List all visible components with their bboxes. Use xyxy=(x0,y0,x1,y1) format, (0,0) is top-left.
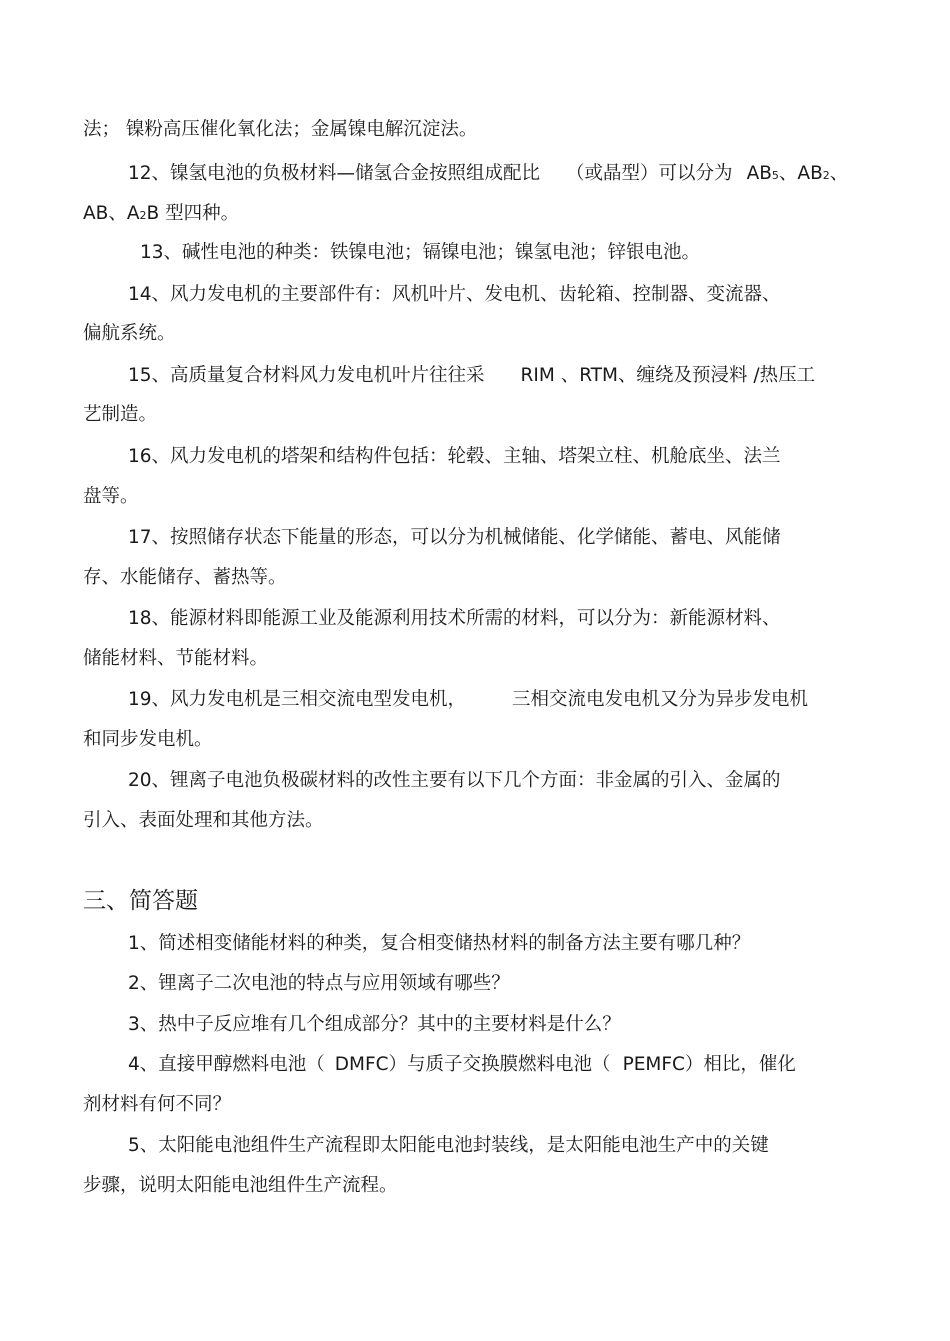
q15-text-a: 15、高质量复合材料风力发电机叶片往往采 xyxy=(128,365,485,386)
q16-line2: 盘等。 xyxy=(83,486,139,507)
q12-text-b: （或晶型）可以分为 xyxy=(566,163,733,184)
q14-line2: 偏航系统。 xyxy=(83,323,176,344)
q12-sub2: 2 xyxy=(822,169,830,182)
q12-line2-sub: 2 xyxy=(139,209,147,222)
q12-sub5: 5 xyxy=(771,169,779,182)
s3-q5-line2: 步骤，说明太阳能电池组件生产流程。 xyxy=(83,1175,398,1196)
q16-line1: 16、风力发电机的塔架和结构件包括：轮毂、主轴、塔架立柱、机舱底坐、法兰 xyxy=(128,446,781,467)
q14-line1: 14、风力发电机的主要部件有：风机叶片、发电机、齿轮箱、控制器、变流器、 xyxy=(128,284,781,305)
q12-line2 xyxy=(83,202,239,228)
s3-q5-line1: 5、太阳能电池组件生产流程即太阳能电池封装线，是太阳能电池生产中的关键 xyxy=(128,1135,769,1156)
q19-line2: 和同步发电机。 xyxy=(83,729,213,750)
q12-text-d: 、AB xyxy=(778,163,823,184)
q12-line2-b: B 型四种。 xyxy=(146,203,240,224)
q19-line1 xyxy=(128,688,808,712)
q11-tail: 法； 镍粉高压催化氧化法；金属镍电解沉淀法。 xyxy=(83,119,478,140)
q12-text-c: AB xyxy=(746,163,772,184)
q19-text-b: 三相交流电发电机又分为异步发电机 xyxy=(512,689,809,710)
s3-q4-text-c: PEMFC）相比，催化 xyxy=(622,1054,796,1075)
q12-text-e: 、 xyxy=(829,163,849,184)
s3-q4-text-b: DMFC）与质子交换膜燃料电池（ xyxy=(334,1054,611,1075)
s3-q3: 3、热中子反应堆有几个组成部分？其中的主要材料是什么？ xyxy=(128,1014,621,1035)
q12-line2-a: AB、A xyxy=(83,203,140,224)
q19-text-a: 19、风力发电机是三相交流电型发电机， xyxy=(128,689,467,710)
q20-line2: 引入、表面处理和其他方法。 xyxy=(83,810,324,831)
q15-line2: 艺制造。 xyxy=(83,404,158,425)
q17-line1: 17、按照储存状态下能量的形态，可以分为机械储能、化学储能、蓄电、风能储 xyxy=(128,527,781,548)
s3-q4-text-a: 4、直接甲醇燃料电池（ xyxy=(128,1054,325,1075)
q12-line1 xyxy=(128,162,848,188)
section-heading: 三、简答题 xyxy=(83,888,198,914)
q15-text-b: RIM 、RTM、缠绕及预浸料 /热压工 xyxy=(520,365,816,386)
s3-q4-line1 xyxy=(128,1053,796,1077)
q13: 13、碱性电池的种类：铁镍电池；镉镍电池；镍氢电池；锌银电池。 xyxy=(140,242,701,263)
s3-q1: 1、简述相变储能材料的种类，复合相变储热材料的制备方法主要有哪几种？ xyxy=(128,933,751,954)
q18-line2: 储能材料、节能材料。 xyxy=(83,648,269,669)
q18-line1: 18、能源材料即能源工业及能源利用技术所需的材料，可以分为：新能源材料、 xyxy=(128,608,781,629)
q12-text-a: 12、镍氢电池的负极材料—储氢合金按照组成配比 xyxy=(128,163,541,184)
q17-line2: 存、水能储存、蓄热等。 xyxy=(83,567,287,588)
s3-q2: 2、锂离子二次电池的特点与应用领域有哪些？ xyxy=(128,973,510,994)
q15-line1 xyxy=(128,364,815,388)
s3-q4-line2: 剂材料有何不同？ xyxy=(83,1094,232,1115)
q20-line1: 20、锂离子电池负极碳材料的改性主要有以下几个方面：非金属的引入、金属的 xyxy=(128,770,781,791)
